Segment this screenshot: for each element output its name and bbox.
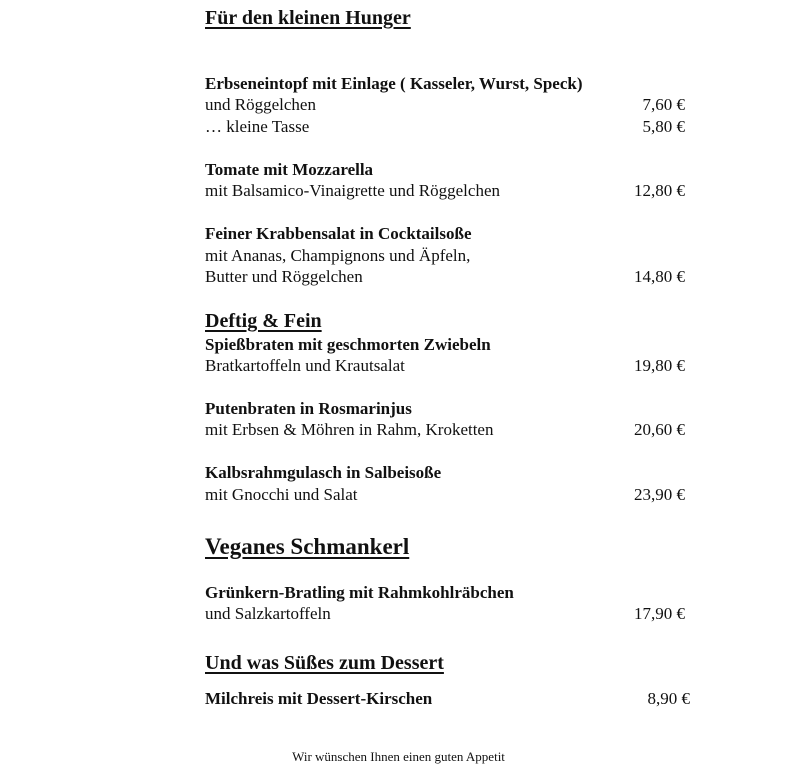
menu-item-description: mit Ananas, Champignons und Äpfeln, (205, 246, 471, 265)
menu-item-description: … kleine Tasse (205, 117, 310, 136)
menu-item-description: und Röggelchen (205, 95, 316, 114)
section-heading-deftig-fein: Deftig & Fein (205, 310, 322, 332)
menu-item-title: Feiner Krabbensalat in Cocktailsoße (205, 224, 472, 243)
menu-item-price: 19,80 € (634, 356, 685, 375)
menu-item-description: und Salzkartoffeln (205, 604, 331, 623)
menu-item-price: 23,90 € (634, 485, 685, 504)
menu-item-price: 8,90 € (647, 689, 690, 708)
menu-item-title: Tomate mit Mozzarella (205, 160, 374, 179)
section-heading-vegan: Veganes Schmankerl (205, 534, 410, 559)
menu-item-price: 5,80 € (642, 117, 685, 136)
menu-item-description: Butter und Röggelchen (205, 267, 363, 286)
menu-item-price: 14,80 € (634, 267, 685, 286)
section-heading-small-hunger: Für den kleinen Hunger (205, 7, 411, 29)
menu-item-price: 12,80 € (634, 181, 685, 200)
menu-item-title: Kalbsrahmgulasch in Salbeisoße (205, 463, 442, 482)
menu-item-title: Putenbraten in Rosmarinjus (205, 399, 412, 418)
menu-item-description: mit Erbsen & Möhren in Rahm, Kroketten (205, 420, 494, 439)
menu-item-title: Erbseneintopf mit Einlage ( Kasseler, Wurst, Speck) (205, 74, 583, 93)
menu-item-description: mit Balsamico-Vinaigrette und Röggelchen (205, 181, 500, 200)
menu-item-title: Grünkern-Bratling mit Rahmkohlräbchen (205, 583, 514, 602)
footer-greeting: Wir wünschen Ihnen einen guten Appetit (292, 749, 505, 764)
menu-item-price: 17,90 € (634, 604, 685, 623)
menu-item-title: Spießbraten mit geschmorten Zwiebeln (205, 335, 491, 354)
menu-item-description: mit Gnocchi und Salat (205, 485, 358, 504)
section-heading-dessert: Und was Süßes zum Dessert (205, 652, 444, 674)
menu-item-title: Milchreis mit Dessert-Kirschen (205, 689, 433, 708)
menu-item-price: 7,60 € (642, 95, 685, 114)
menu-item-price: 20,60 € (634, 420, 685, 439)
menu-item-description: Bratkartoffeln und Krautsalat (205, 356, 405, 375)
